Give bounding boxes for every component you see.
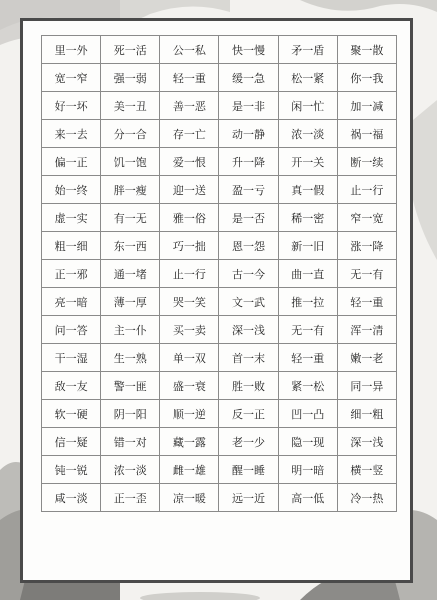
antonym-pair-cell: 动一静 bbox=[219, 120, 278, 148]
antonym-pair-cell: 反一正 bbox=[219, 400, 278, 428]
antonym-pair-cell: 快一慢 bbox=[219, 36, 278, 64]
antonym-pair-cell: 冷一热 bbox=[337, 484, 396, 512]
antonym-pair-cell: 闲一忙 bbox=[278, 92, 337, 120]
antonym-pair-cell: 好一坏 bbox=[42, 92, 101, 120]
antonym-pair-cell: 主一仆 bbox=[101, 316, 160, 344]
table-row bbox=[42, 260, 397, 288]
antonym-pair-cell: 薄一厚 bbox=[101, 288, 160, 316]
antonym-pair-cell: 缓一急 bbox=[219, 64, 278, 92]
antonym-pair-cell: 涨一降 bbox=[337, 232, 396, 260]
antonym-pair-cell: 同一异 bbox=[337, 372, 396, 400]
antonym-pair-cell: 深一浅 bbox=[219, 316, 278, 344]
antonym-pair-cell: 盛一衰 bbox=[160, 372, 219, 400]
table-row bbox=[42, 120, 397, 148]
antonym-pair-cell: 单一双 bbox=[160, 344, 219, 372]
table-row bbox=[42, 344, 397, 372]
antonym-pair-cell: 明一暗 bbox=[278, 456, 337, 484]
antonym-pair-cell: 哭一笑 bbox=[160, 288, 219, 316]
antonym-pair-cell: 断一续 bbox=[337, 148, 396, 176]
antonym-pair-cell: 迎一送 bbox=[160, 176, 219, 204]
antonym-pair-cell: 藏一露 bbox=[160, 428, 219, 456]
antonym-pair-cell: 正一歪 bbox=[101, 484, 160, 512]
antonym-pair-cell: 隐一现 bbox=[278, 428, 337, 456]
antonym-pair-cell: 顺一逆 bbox=[160, 400, 219, 428]
table-row bbox=[42, 400, 397, 428]
antonym-pair-cell: 无一有 bbox=[278, 316, 337, 344]
antonym-pair-cell: 远一近 bbox=[219, 484, 278, 512]
antonym-pair-cell: 无一有 bbox=[337, 260, 396, 288]
table-row bbox=[42, 232, 397, 260]
table-row bbox=[42, 204, 397, 232]
antonym-pair-cell: 里一外 bbox=[42, 36, 101, 64]
antonym-pair-cell: 雌一雄 bbox=[160, 456, 219, 484]
antonym-pair-cell: 胜一败 bbox=[219, 372, 278, 400]
table-row bbox=[42, 64, 397, 92]
antonym-pair-cell: 深一浅 bbox=[337, 428, 396, 456]
antonym-pair-cell: 始一终 bbox=[42, 176, 101, 204]
antonym-pair-cell: 聚一散 bbox=[337, 36, 396, 64]
antonym-pair-cell: 信一疑 bbox=[42, 428, 101, 456]
antonym-pair-cell: 高一低 bbox=[278, 484, 337, 512]
antonym-pair-cell: 钝一锐 bbox=[42, 456, 101, 484]
table-row bbox=[42, 428, 397, 456]
antonym-pair-cell: 轻一重 bbox=[160, 64, 219, 92]
antonym-pair-cell: 善一恶 bbox=[160, 92, 219, 120]
antonym-pair-cell: 盈一亏 bbox=[219, 176, 278, 204]
table-row bbox=[42, 316, 397, 344]
antonym-pair-cell: 分一合 bbox=[101, 120, 160, 148]
antonym-pair-cell: 亮一暗 bbox=[42, 288, 101, 316]
antonym-pair-cell: 稀一密 bbox=[278, 204, 337, 232]
antonym-pair-cell: 粗一细 bbox=[42, 232, 101, 260]
antonym-pair-cell: 存一亡 bbox=[160, 120, 219, 148]
antonym-pair-cell: 矛一盾 bbox=[278, 36, 337, 64]
antonym-pair-cell: 胖一瘦 bbox=[101, 176, 160, 204]
antonym-pair-cell: 巧一拙 bbox=[160, 232, 219, 260]
antonym-pair-cell: 升一降 bbox=[219, 148, 278, 176]
table-row bbox=[42, 176, 397, 204]
antonym-pair-cell: 古一今 bbox=[219, 260, 278, 288]
antonym-pair-cell: 开一关 bbox=[278, 148, 337, 176]
antonym-pair-cell: 问一答 bbox=[42, 316, 101, 344]
antonym-pair-cell: 咸一淡 bbox=[42, 484, 101, 512]
antonym-pair-cell: 曲一直 bbox=[278, 260, 337, 288]
antonym-pair-cell: 正一邪 bbox=[42, 260, 101, 288]
antonym-pair-cell: 错一对 bbox=[101, 428, 160, 456]
antonym-pair-cell: 凹一凸 bbox=[278, 400, 337, 428]
antonym-pair-cell: 浓一淡 bbox=[101, 456, 160, 484]
antonym-pair-cell: 强一弱 bbox=[101, 64, 160, 92]
antonym-pair-cell: 东一西 bbox=[101, 232, 160, 260]
antonym-pair-cell: 公一私 bbox=[160, 36, 219, 64]
antonym-pair-cell: 紧一松 bbox=[278, 372, 337, 400]
antonym-pair-cell: 新一旧 bbox=[278, 232, 337, 260]
antonym-pair-cell: 偏一正 bbox=[42, 148, 101, 176]
antonym-pair-cell: 宽一窄 bbox=[42, 64, 101, 92]
antonym-pair-cell: 雅一俗 bbox=[160, 204, 219, 232]
antonym-pair-cell: 细一粗 bbox=[337, 400, 396, 428]
antonym-pair-cell: 浑一清 bbox=[337, 316, 396, 344]
antonym-pair-cell: 恩一怨 bbox=[219, 232, 278, 260]
antonym-pair-cell: 嫩一老 bbox=[337, 344, 396, 372]
antonym-pair-cell: 软一硬 bbox=[42, 400, 101, 428]
table-row bbox=[42, 372, 397, 400]
antonym-pair-cell: 死一活 bbox=[101, 36, 160, 64]
table-row bbox=[42, 288, 397, 316]
antonym-pair-cell: 通一堵 bbox=[101, 260, 160, 288]
table-row bbox=[42, 484, 397, 512]
antonym-pair-cell: 是一非 bbox=[219, 92, 278, 120]
antonym-pair-cell: 美一丑 bbox=[101, 92, 160, 120]
antonym-pair-cell: 来一去 bbox=[42, 120, 101, 148]
antonym-pair-cell: 虚一实 bbox=[42, 204, 101, 232]
antonym-table bbox=[41, 35, 397, 512]
antonym-pair-cell: 文一武 bbox=[219, 288, 278, 316]
antonym-pair-cell: 轻一重 bbox=[278, 344, 337, 372]
table-row bbox=[42, 92, 397, 120]
table-row bbox=[42, 148, 397, 176]
worksheet-frame bbox=[20, 18, 413, 583]
antonym-pair-cell: 敌一友 bbox=[42, 372, 101, 400]
antonym-pair-cell: 轻一重 bbox=[337, 288, 396, 316]
antonym-pair-cell: 首一末 bbox=[219, 344, 278, 372]
antonym-pair-cell: 饥一饱 bbox=[101, 148, 160, 176]
antonym-pair-cell: 浓一淡 bbox=[278, 120, 337, 148]
antonym-pair-cell: 爱一恨 bbox=[160, 148, 219, 176]
antonym-pair-cell: 凉一暖 bbox=[160, 484, 219, 512]
antonym-pair-cell: 真一假 bbox=[278, 176, 337, 204]
antonym-pair-cell: 阴一阳 bbox=[101, 400, 160, 428]
table-row bbox=[42, 456, 397, 484]
antonym-pair-cell: 祸一福 bbox=[337, 120, 396, 148]
antonym-pair-cell: 是一否 bbox=[219, 204, 278, 232]
antonym-pair-cell: 松一紧 bbox=[278, 64, 337, 92]
antonym-pair-cell: 警一匪 bbox=[101, 372, 160, 400]
antonym-pair-cell: 窄一宽 bbox=[337, 204, 396, 232]
antonym-pair-cell: 醒一睡 bbox=[219, 456, 278, 484]
antonym-pair-cell: 买一卖 bbox=[160, 316, 219, 344]
antonym-pair-cell: 横一竖 bbox=[337, 456, 396, 484]
antonym-pair-cell: 有一无 bbox=[101, 204, 160, 232]
table-row bbox=[42, 36, 397, 64]
antonym-pair-cell: 干一湿 bbox=[42, 344, 101, 372]
antonym-pair-cell: 止一行 bbox=[160, 260, 219, 288]
antonym-pair-cell: 推一拉 bbox=[278, 288, 337, 316]
antonym-pair-cell: 止一行 bbox=[337, 176, 396, 204]
antonym-pair-cell: 你一我 bbox=[337, 64, 396, 92]
antonym-pair-cell: 生一熟 bbox=[101, 344, 160, 372]
antonym-pair-cell: 老一少 bbox=[219, 428, 278, 456]
antonym-pair-cell: 加一减 bbox=[337, 92, 396, 120]
